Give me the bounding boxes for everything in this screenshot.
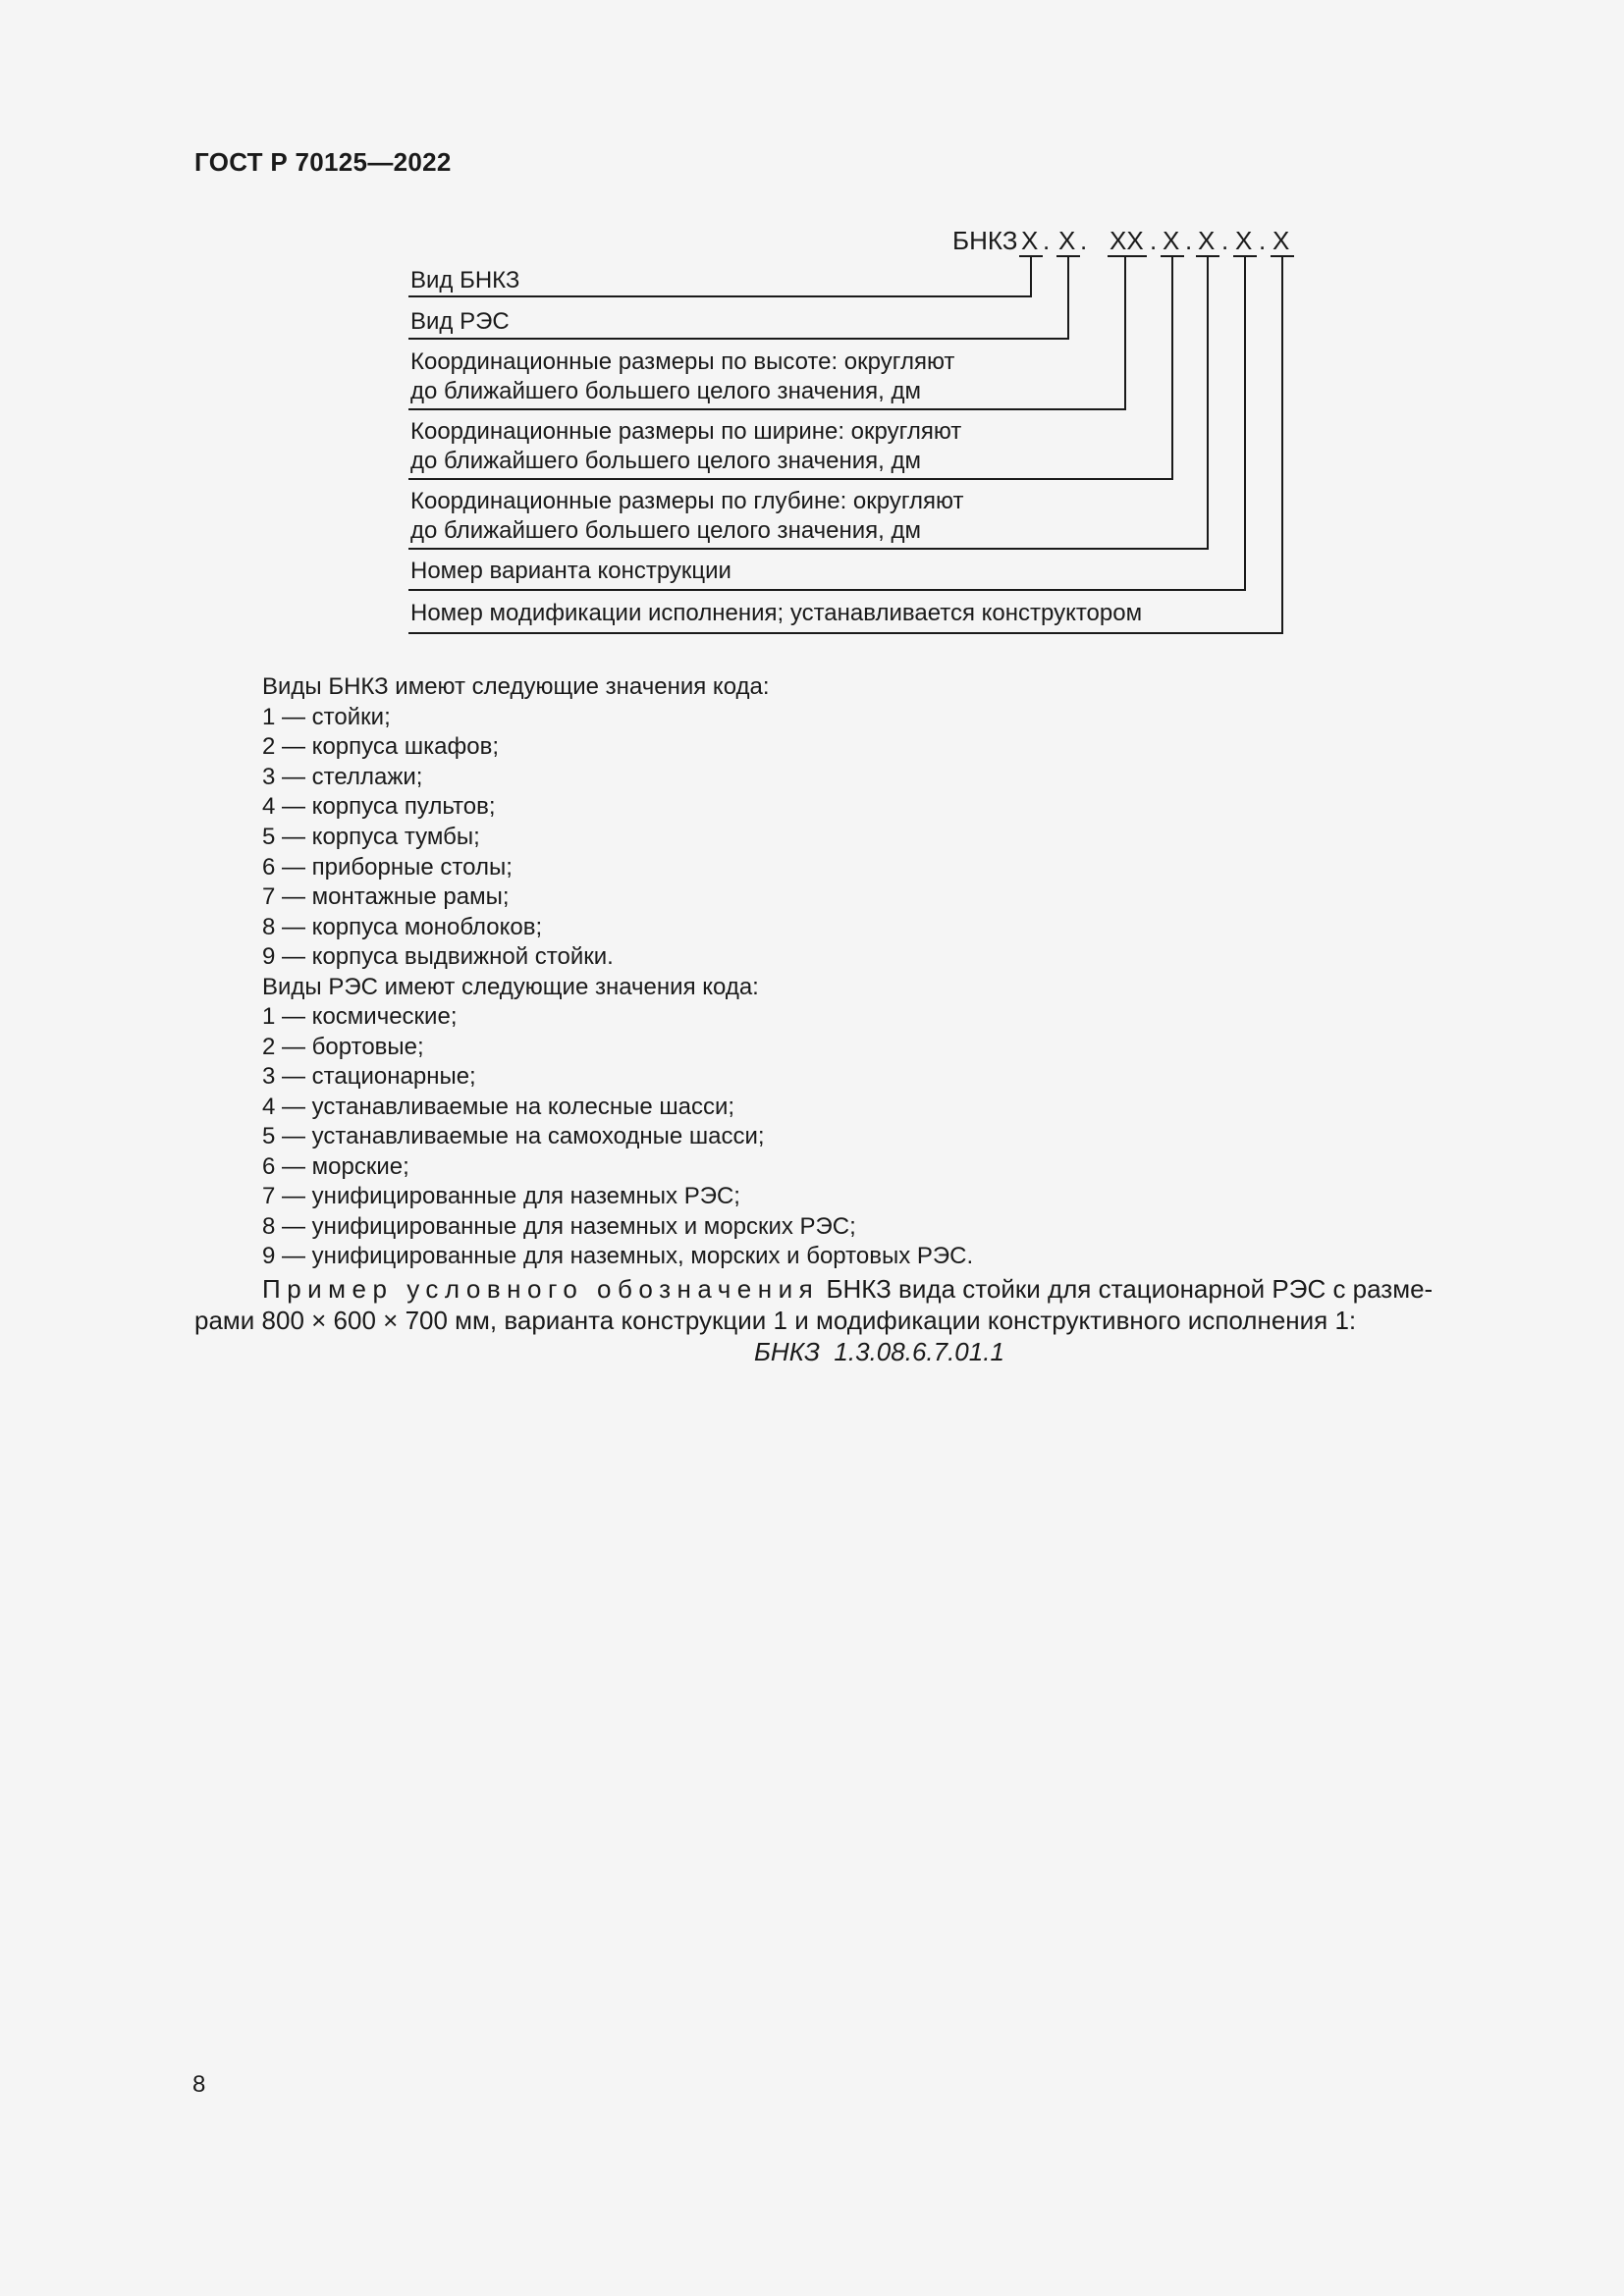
example-label: Пример условного обозначения — [262, 1274, 820, 1304]
code-underline — [1108, 255, 1147, 257]
list-item: 3 — стационарные; — [262, 1063, 476, 1090]
label-rule — [408, 632, 1283, 634]
res-intro: Виды РЭС имеют следующие значения кода: — [262, 974, 759, 1000]
leader-line — [1207, 255, 1209, 549]
list-item: 5 — корпуса тумбы; — [262, 824, 480, 850]
label-depth: Координационные размеры по глубине: округляют — [410, 488, 964, 514]
label-rule — [408, 589, 1246, 591]
list-item: 5 — устанавливаемые на самоходные шасси; — [262, 1123, 765, 1149]
code-prefix: БНКЗ — [952, 226, 1018, 255]
leader-line — [1067, 255, 1069, 339]
code-part-4: X — [1163, 226, 1180, 255]
bnkz-intro: Виды БНКЗ имеют следующие значения кода: — [262, 673, 770, 700]
document-header: ГОСТ Р 70125—2022 — [194, 147, 452, 177]
list-item: 9 — корпуса выдвижной стойки. — [262, 943, 614, 970]
list-item: 7 — монтажные рамы; — [262, 883, 510, 910]
list-item: 8 — корпуса моноблоков; — [262, 914, 543, 940]
code-part-1: X — [1021, 226, 1039, 255]
label-rule — [408, 478, 1173, 480]
code-part-5: X — [1198, 226, 1216, 255]
code-dot: . — [1185, 226, 1193, 255]
list-item: 1 — космические; — [262, 1003, 458, 1030]
label-rule — [408, 548, 1209, 550]
list-item: 7 — унифицированные для наземных РЭС; — [262, 1183, 740, 1209]
label-res-type: Вид РЭС — [410, 308, 510, 335]
code-dot: . — [1221, 226, 1229, 255]
label-width: Координационные размеры по ширине: округляют — [410, 418, 962, 445]
leader-line — [1124, 255, 1126, 409]
example-text: БНКЗ вида стойки для стационарной РЭС с разме- — [826, 1274, 1434, 1304]
code-dot: . — [1259, 226, 1267, 255]
list-item: 8 — унифицированные для наземных и морских РЭС; — [262, 1213, 856, 1240]
label-rule — [408, 295, 1032, 297]
code-part-6: X — [1235, 226, 1253, 255]
code-dot: . — [1080, 226, 1088, 255]
list-item: 4 — устанавливаемые на колесные шасси; — [262, 1094, 735, 1120]
list-item: 4 — корпуса пультов; — [262, 793, 496, 820]
page-number: 8 — [192, 2071, 206, 2098]
label-depth: до ближайшего большего целого значения, дм — [410, 517, 921, 544]
list-item: 6 — приборные столы; — [262, 854, 513, 881]
example-text: рами 800 × 600 × 700 мм, варианта конструкции 1 и модификации конструктивного исполнения 1: — [194, 1306, 1357, 1335]
list-item: 2 — корпуса шкафов; — [262, 733, 500, 760]
code-part-2: X — [1058, 226, 1076, 255]
example-paragraph — [262, 1274, 1433, 1305]
code-dot: . — [1150, 226, 1158, 255]
label-modification: Номер модификации исполнения; устанавливается конструктором — [410, 600, 1143, 626]
label-height: до ближайшего большего целого значения, дм — [410, 378, 921, 404]
label-rule — [408, 338, 1069, 340]
code-part-3: XX — [1110, 226, 1144, 255]
code-part-7: X — [1272, 226, 1290, 255]
label-width: до ближайшего большего целого значения, дм — [410, 448, 921, 474]
label-variant: Номер варианта конструкции — [410, 558, 731, 584]
list-item: 9 — унифицированные для наземных, морских и бортовых РЭС. — [262, 1243, 974, 1269]
list-item: 2 — бортовые; — [262, 1034, 424, 1060]
list-item: 1 — стойки; — [262, 704, 391, 730]
code-dot: . — [1043, 226, 1051, 255]
leader-line — [1281, 255, 1283, 633]
label-height: Координационные размеры по высоте: округляют — [410, 348, 955, 375]
leader-line — [1244, 255, 1246, 590]
list-item: 6 — морские; — [262, 1153, 409, 1180]
leader-line — [1030, 255, 1032, 296]
example-code: БНКЗ 1.3.08.6.7.01.1 — [754, 1337, 1004, 1366]
list-item: 3 — стеллажи; — [262, 764, 423, 790]
label-rule — [408, 408, 1126, 410]
leader-line — [1171, 255, 1173, 479]
label-bnkz-type: Вид БНКЗ — [410, 267, 520, 294]
